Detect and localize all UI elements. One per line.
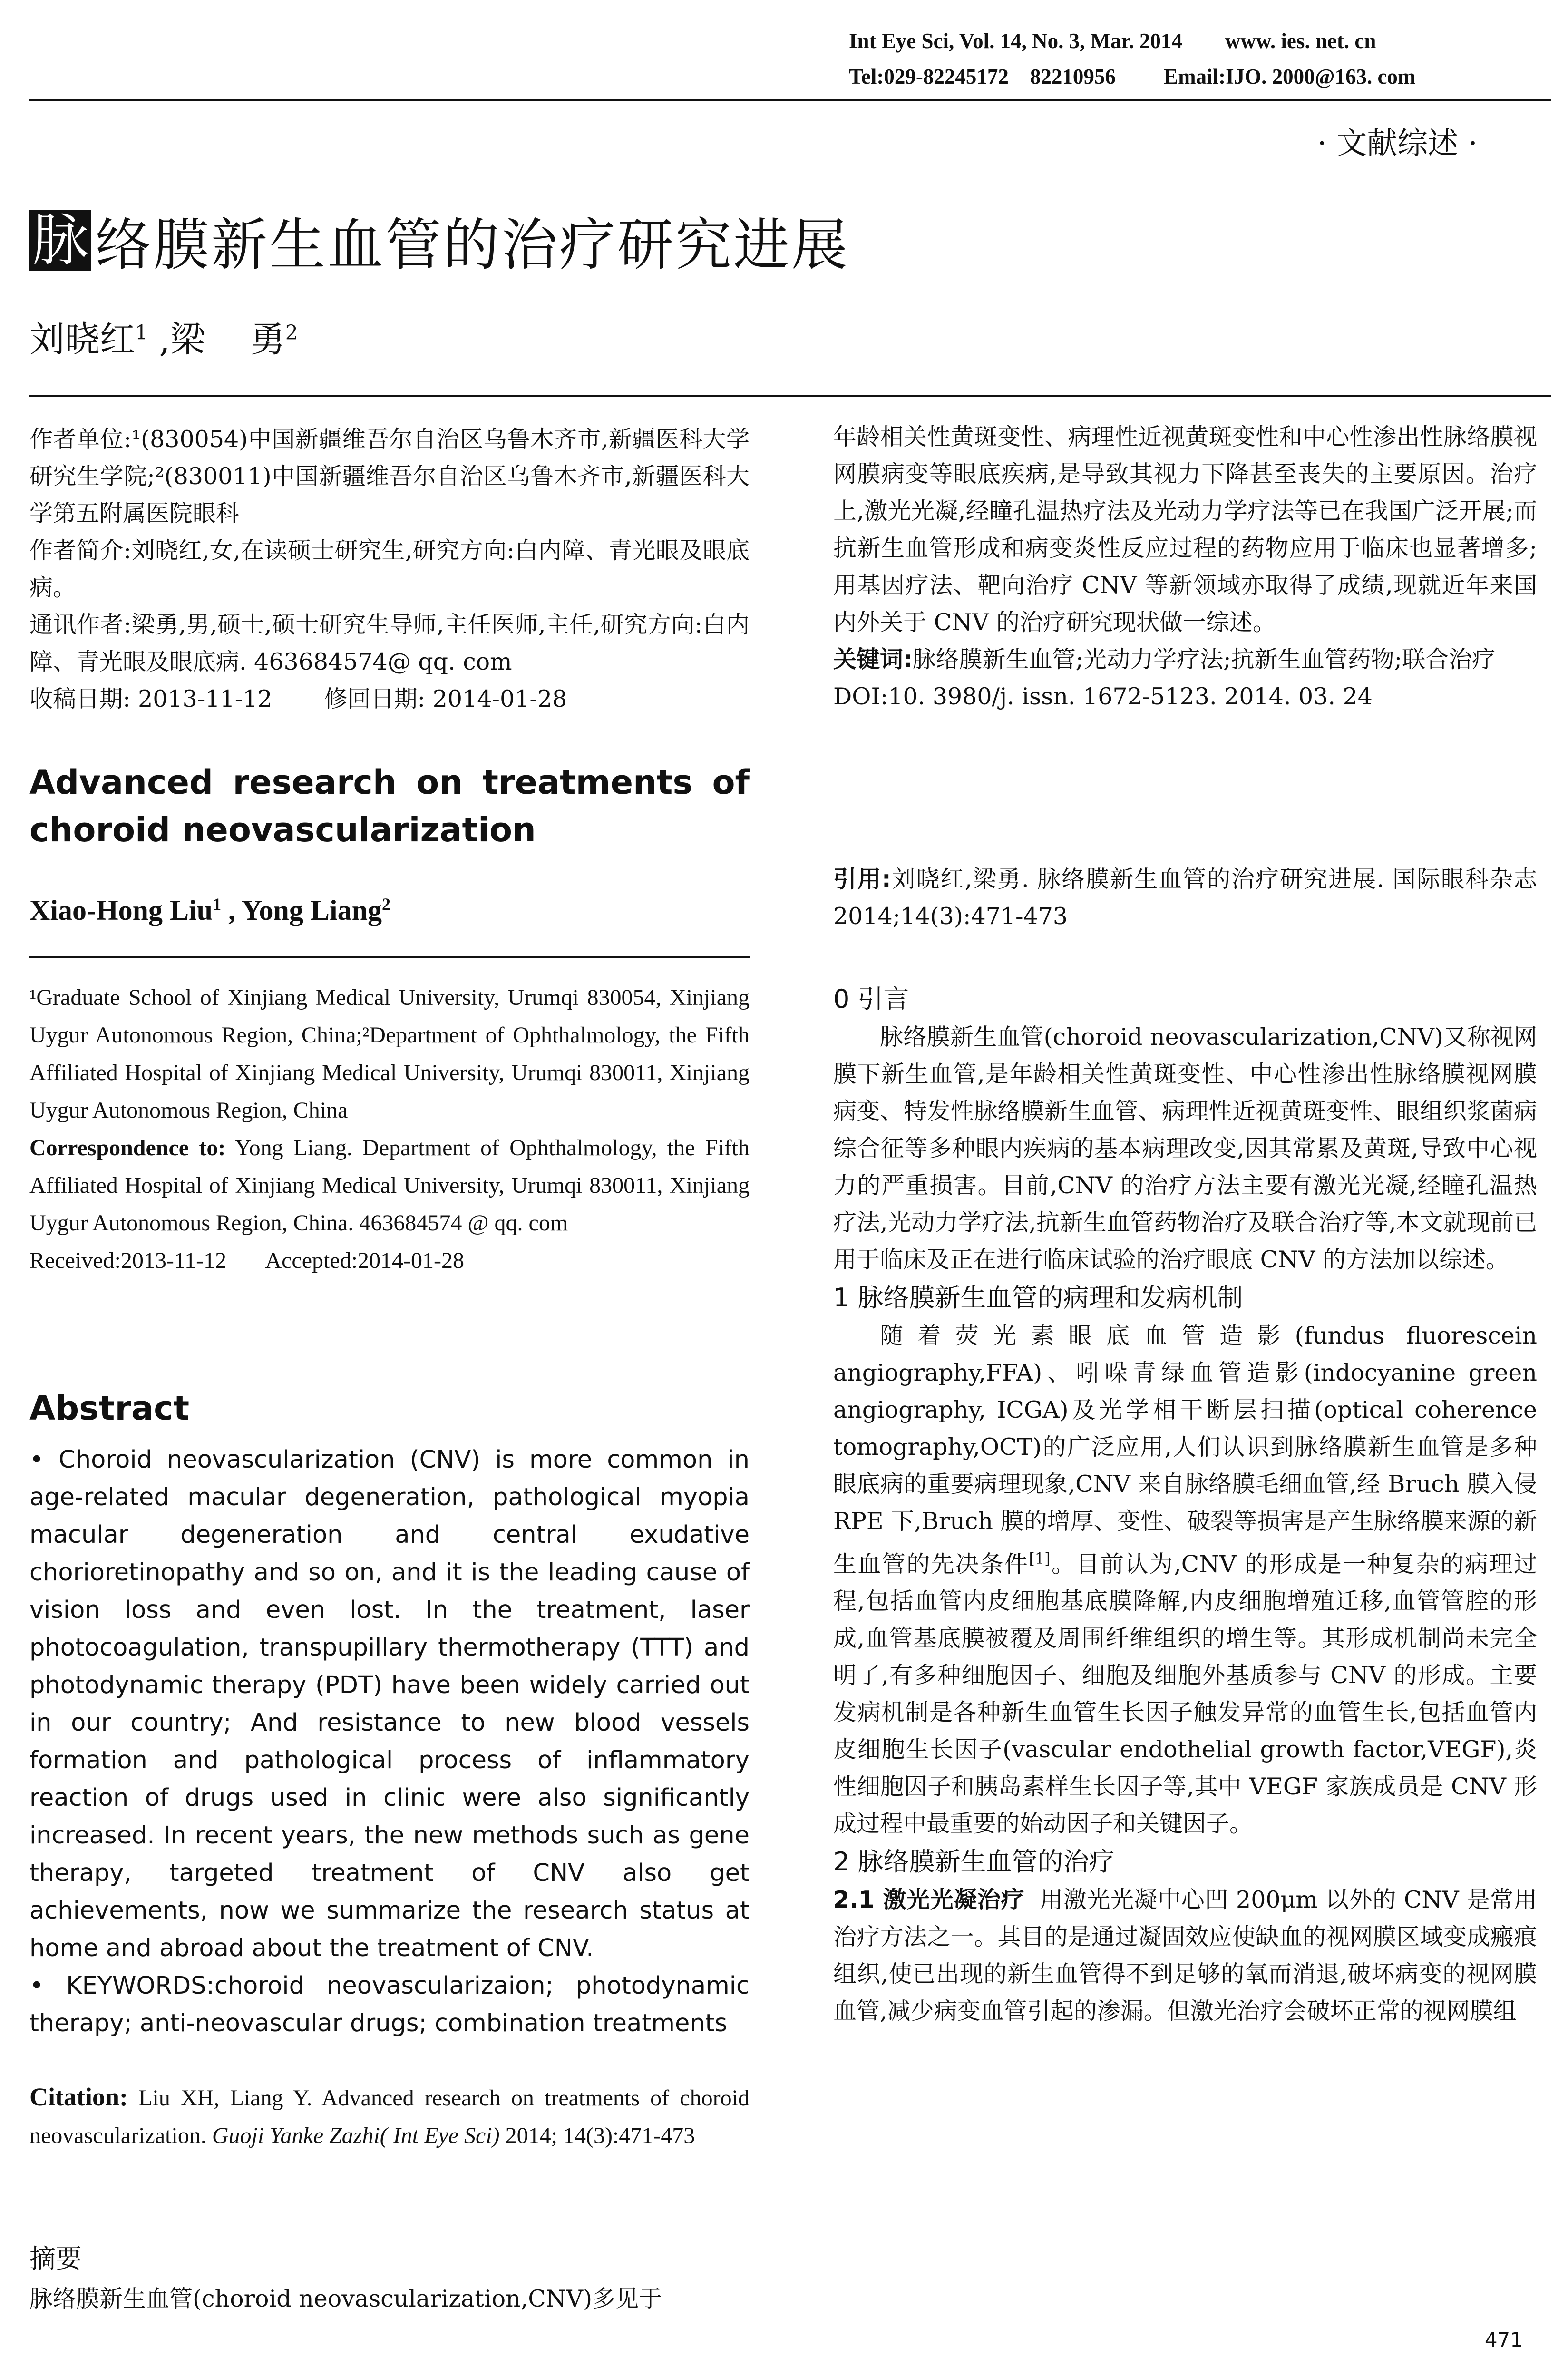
doi: DOI:10. 3980/j. issn. 1672-5123. 2014. 03. 24	[833, 683, 1373, 710]
section-label: · 文献综述 ·	[1317, 126, 1478, 161]
correspondence-text: Yong Liang. Department of Ophthalmology, the Fifth Affiliated Hospital of Xinjiang Medical University, Urumqi 830011, Xinjiang Uygur Autonomous Region, China. 463684574 @ qq. com	[29, 1135, 750, 1236]
page-number: 471	[1484, 2328, 1523, 2351]
section-2-1-heading: 2.1 激光光凝治疗	[833, 1886, 1024, 1914]
en-author-1-mark: 1	[213, 895, 222, 914]
cn-abstract-first-line: 脉络膜新生血管(choroid neovascularization,CNV)多见于	[29, 2285, 662, 2312]
section-2-1-text: 用激光光凝中心凹 200μm 以外的 CNV 是常用治疗方法之一。其目的是通过凝固效应使缺血的视网膜区域变成瘢痕组织,使已出现的新生血管得不到足够的氧而消退,破坏病变的视网膜血管,减少病变血管引起的渗漏。但激光治疗会破坏正常的视网膜组	[833, 1886, 1537, 2025]
section-2-1	[833, 1881, 1537, 2030]
abstract-keywords: • KEYWORDS:choroid neovascularizaion; photodynamic therapy; anti-neovascular drugs; combination treatments	[29, 1972, 750, 2037]
section-0-text: 脉络膜新生血管(choroid neovascularization,CNV)又称视网膜下新生血管,是年龄相关性黄斑变性、中心性渗出性脉络膜视网膜病变、特发性脉络膜新生血管、病理性近视黄斑变性、眼组织浆菌病综合征等多种眼内疾病的基本病理改变,因其常累及黄斑,导致中心视力的严重损害。目前,CNV 的治疗方法主要有激光光凝,经瞳孔温热疗法,光动力学疗法,抗新生血管药物治疗及联合治疗等,本文就现前已用于临床及正在进行临床试验的治疗眼底 CNV 的方法加以综述。	[833, 1023, 1537, 1273]
author-cn-2-mark: 2	[285, 321, 298, 344]
english-affiliation	[29, 979, 750, 1279]
english-title-line1: Advanced research on treatments of	[29, 763, 750, 802]
title-rule	[29, 395, 1551, 397]
reference-1: [1]	[1029, 1549, 1051, 1568]
citation	[29, 2078, 750, 2154]
citation-volume: 2014; 14(3):471-473	[499, 2123, 695, 2148]
cn-abstract-continued	[833, 419, 1537, 715]
section-0-heading: 0 引言	[833, 984, 909, 1014]
english-affiliation-text: ¹Graduate School of Xinjiang Medical University, Urumqi 830054, Xinjiang Uygur Autonomous Region, China;²Department of Ophthalmology, the Fifth Affiliated Hospital of Xinjiang Medical University, Urumqi 830011, Xinjiang Uygur Autonomous Region, China	[29, 985, 750, 1123]
affiliation-cn	[29, 421, 750, 718]
cn-citation-text: 刘晓红,梁勇. 脉络膜新生血管的治疗研究进展. 国际眼科杂志 2014;14(3):471-473	[833, 866, 1537, 930]
en-authors-rule	[29, 956, 750, 958]
correspondence-label: Correspondence to:	[29, 1135, 226, 1160]
author-cn-2: ,梁 勇	[147, 319, 285, 360]
affiliation-cn-units: 作者单位:¹(830054)中国新疆维吾尔自治区乌鲁木齐市,新疆医科大学研究生学院;²(830011)中国新疆维吾尔自治区乌鲁木齐市,新疆医科大学第五附属医院眼科	[29, 426, 750, 527]
en-author-2: , Yong Liang	[221, 895, 382, 926]
affiliation-cn-dates: 收稿日期: 2013-11-12 修回日期: 2014-01-28	[29, 685, 567, 712]
section-1-text-a: 随着荧光素眼底血管造影(fundus fluorescein angiography,FFA)、吲哚青绿血管造影(indocyanine green angiography, ICGA)及光学相干断层扫描(optical coherence tomography,OCT)的广泛应用,人们认识到脉络膜新生血管是多种眼底病的重要病理现象,CNV 来自脉络膜毛细血管,经 Bruch 膜入侵 RPE 下,Bruch 膜的增厚、变性、破裂等损害是产生脉络膜来源的新生血管的先决条件	[833, 1322, 1537, 1578]
cn-keywords-label: 关键词:	[833, 646, 913, 673]
correspondence	[29, 1129, 750, 1242]
abstract-heading: Abstract	[29, 1389, 190, 1428]
section-1-heading: 1 脉络膜新生血管的病理和发病机制	[833, 1283, 1243, 1313]
english-authors	[29, 894, 750, 927]
cn-citation-label: 引用:	[833, 866, 891, 893]
section-1-text-b: 。目前认为,CNV 的形成是一种复杂的病理过程,包括血管内皮细胞基底膜降解,内皮细胞增殖迁移,血管管腔的形成,血管基底膜被覆及周围纤维组织的增生等。其形成机制尚未完全明了,有多种细胞因子、细胞及细胞外基质参与 CNV 的形成。主要发病机制是各种新生血管生长因子触发异常的血管生长,包括血管内皮细胞生长因子(vascular endothelial growth factor,VEGF),炎性细胞因子和胰岛素样生长因子等,其中 VEGF 家族成员是 CNV 形成过程中最重要的始动因子和关键因子。	[833, 1550, 1537, 1838]
title-first-char: 脉	[29, 210, 91, 271]
journal-header-line1: Int Eye Sci, Vol. 14, No. 3, Mar. 2014 www. ies. net. cn	[849, 29, 1376, 53]
cn-keywords-text: 脉络膜新生血管;光动力学疗法;抗新生血管药物;联合治疗	[912, 646, 1496, 673]
cn-abstract-start	[29, 2280, 750, 2318]
journal-header-line2: Tel:029-82245172 82210956 Email:IJO. 2000@163. com	[849, 65, 1416, 88]
citation-journal: Guoji Yanke Zazhi( Int Eye Sci)	[212, 2123, 500, 2148]
title-rest: 络膜新生血管的治疗研究进展	[95, 212, 850, 278]
abstract-body	[29, 1441, 750, 2042]
article-body	[833, 980, 1537, 2030]
citation-text: Liu XH, Liang Y. Advanced research on treatments of choroid neovascularization.	[29, 2085, 750, 2148]
cn-abstract-heading: 摘要	[29, 2243, 82, 2274]
en-author-2-mark: 2	[381, 895, 390, 914]
affiliation-cn-bio: 作者简介:刘晓红,女,在读硕士研究生,研究方向:白内障、青光眼及眼底病。	[29, 537, 750, 601]
author-cn-1-mark: 1	[135, 321, 148, 344]
article-title	[29, 205, 849, 276]
english-title-line2: choroid neovascularization	[29, 810, 536, 849]
abstract-text: • Choroid neovascularization (CNV) is more common in age-related macular degeneration, pathological myopia macular degeneration and central exudative chorioretinopathy and so on, and it is the leading cause of vision loss and even lost. In the treatment, laser photocoagulation, transpupillary thermotherapy (TTT) and photodynamic therapy (PDT) have been widely carried out in our country; And resistance to new blood vessels formation and pathological process of inflammatory reaction of drugs used in clinic were also significantly increased. In recent years, the new methods such as gene therapy, targeted treatment of CNV also get achievements, now we summarize the research status at home and abroad about the treatment of CNV.	[29, 1446, 750, 1962]
section-1-text	[833, 1317, 1537, 1842]
affiliation-cn-corresponding: 通讯作者:梁勇,男,硕士,硕士研究生导师,主任医师,主任,研究方向:白内障、青光眼及眼底病. 463684574@ qq. com	[29, 611, 750, 675]
section-2-heading: 2 脉络膜新生血管的治疗	[833, 1847, 1115, 1877]
cn-abstract-text: 年龄相关性黄斑变性、病理性近视黄斑变性和中心性渗出性脉络膜视网膜病变等眼底疾病,是导致其视力下降甚至丧失的主要原因。治疗上,激光光凝,经瞳孔温热疗法及光动力学疗法等已在我国广泛开展;而抗新生血管形成和病变炎性反应过程的药物应用于临床也显著增多;用基因疗法、靶向治疗 CNV 等新领域亦取得了成绩,现就近年来国内外关于 CNV 的治疗研究现状做一综述。	[833, 423, 1537, 636]
cn-keywords	[833, 641, 1537, 678]
english-dates: Received:2013-11-12 Accepted:2014-01-28	[29, 1248, 464, 1273]
en-author-1: Xiao-Hong Liu	[29, 895, 213, 926]
citation-label: Citation:	[29, 2083, 128, 2111]
authors-cn	[29, 312, 298, 362]
header-rule	[29, 99, 1551, 101]
author-cn-1: 刘晓红	[29, 319, 135, 360]
english-title	[29, 759, 750, 854]
cn-citation	[833, 861, 1537, 935]
